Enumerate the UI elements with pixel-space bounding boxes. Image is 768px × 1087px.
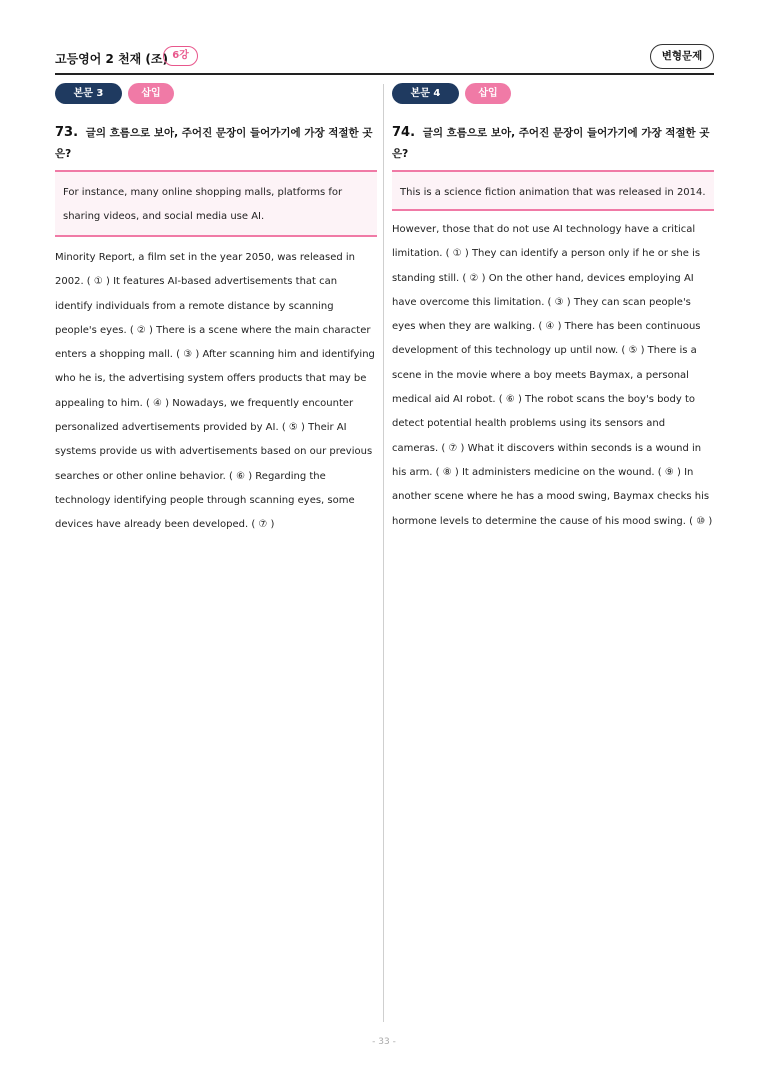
- tag-row: [55, 82, 377, 104]
- given-sentence-box: For instance, many online shopping malls, platforms for sharing videos, and social media use AI.: [55, 170, 377, 237]
- question-column-74: [392, 82, 714, 534]
- passage-text: Minority Report, a film set in the year 2050, was released in 2002. ( ① ) It features AI-based advertisements that can identify individuals from a remote distance by scanning people's eyes. ( ② ) There is a scene where the main character enters a shopping mall. ( ③ ) After scanning him and identifying who he is, the advertising system offers products that may be appealing to him. ( ④ ) Nowadays, we frequently encounter personalized advertisements provided by AI. ( ⑤ ) Their AI systems provide us with advertisements based on our previous searches or other online behavior. ( ⑥ ) Regarding the technology identifying people through scanning eyes, some devices have already been developed. ( ⑦ ): [55, 252, 375, 531]
- tag-row: [392, 82, 714, 104]
- lesson-badge: 6강: [163, 46, 198, 66]
- column-divider: [383, 84, 384, 1022]
- question-text: 글의 흐름으로 보아, 주어진 문장이 들어가기에 가장 적절한 곳은?: [392, 127, 710, 160]
- header-title: 고등영어 2 천재 (조): [55, 52, 168, 66]
- question-number: 74.: [392, 125, 416, 140]
- question-column-73: [55, 82, 377, 538]
- header-rule: [55, 73, 714, 75]
- question-number: 73.: [55, 125, 79, 140]
- problem-type-badge: 변형문제: [650, 44, 714, 69]
- question-prompt: [392, 122, 714, 165]
- passage-tag: 본문 3: [55, 83, 122, 104]
- question-prompt: [55, 122, 377, 165]
- passage-tag: 본문 4: [392, 83, 459, 104]
- passage-text: However, those that do not use AI technology have a critical limitation. ( ① ) They can identify a person only if he or she is standing still. ( ② ) On the other hand, devices employing AI have overcome this limitation. ( ③ ) They can scan people's eyes when they are walking. ( ④ ) There has been continuous development of this technology up until now. ( ⑤ ) There is a scene in the movie where a boy meets Baymax, a personal medical aid AI robot. ( ⑥ ) The robot scans the boy's body to detect potential health problems using its sensors and cameras. ( ⑦ ) What it discovers within seconds is a wound in his arm. ( ⑧ ) It administers medicine on the wound. ( ⑨ ) In another scene where he has a mood swing, Baymax checks his hormone levels to determine the cause of his mood swing. ( ⑩ ): [392, 224, 713, 527]
- question-type-tag: 삽입: [465, 83, 511, 104]
- page-number: - 33 -: [372, 1037, 396, 1047]
- given-sentence-box: This is a science fiction animation that was released in 2014.: [392, 170, 714, 211]
- question-text: 글의 흐름으로 보아, 주어진 문장이 들어가기에 가장 적절한 곳은?: [55, 127, 373, 160]
- question-type-tag: 삽입: [128, 83, 174, 104]
